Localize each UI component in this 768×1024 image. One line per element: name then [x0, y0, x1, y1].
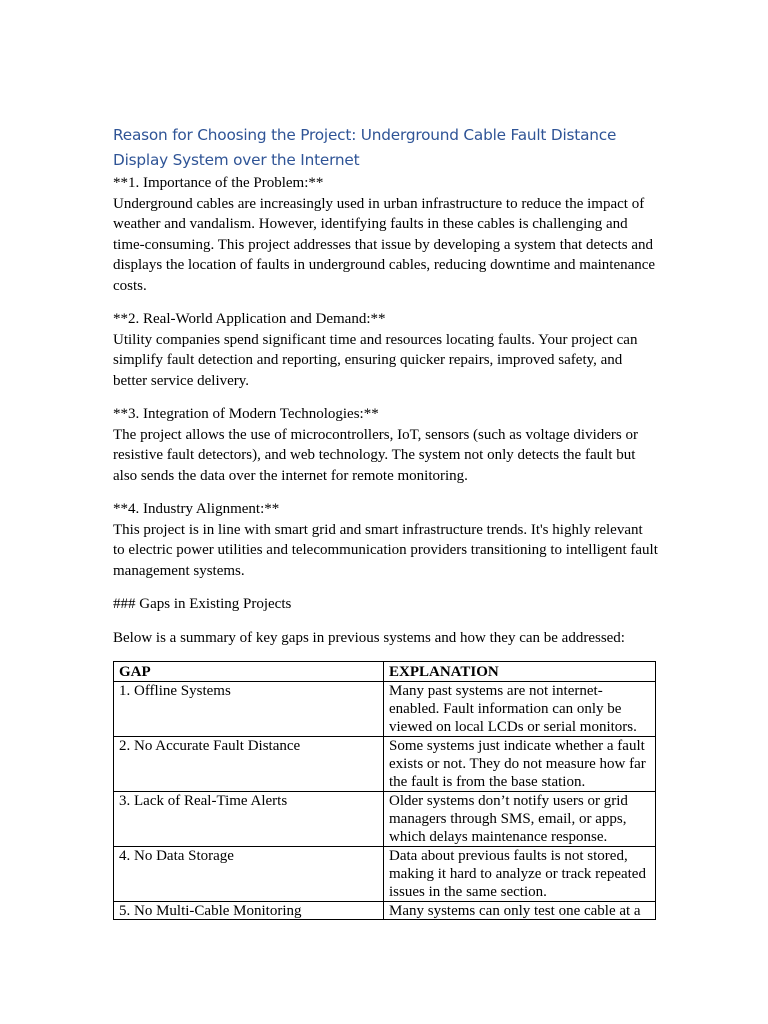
gap-cell-text: 5. No Multi-Cable Monitoring	[119, 903, 302, 919]
explanation-cell	[384, 902, 656, 920]
section-heading: **2. Real-World Application and Demand:**	[113, 311, 386, 327]
section-industry	[113, 499, 658, 581]
gaps-table	[113, 661, 656, 920]
explanation-cell: Some systems just indicate whether a fault exists or not. They do not measure how far the fault is from the base station.	[384, 737, 656, 792]
section-integration	[113, 404, 658, 486]
gap-cell: 4. No Data Storage	[114, 847, 384, 902]
table-row	[114, 737, 656, 792]
explanation-cell-text: Many systems can only test one cable at a	[389, 903, 641, 919]
section-heading: **1. Importance of the Problem:**	[113, 175, 324, 191]
section-importance	[113, 173, 658, 296]
gap-cell	[114, 902, 384, 920]
table-header-row	[114, 662, 656, 682]
section-heading: **4. Industry Alignment:**	[113, 501, 280, 517]
section-application	[113, 309, 658, 391]
explanation-cell: Data about previous faults is not stored, making it hard to analyze or track repeated issues in the same section.	[384, 847, 656, 902]
column-header-explanation: EXPLANATION	[384, 662, 656, 682]
section-body: The project allows the use of microcontrollers, IoT, sensors (such as voltage dividers or resistive fault detectors), and web technology. The system not only detects the fault but also sends the data over the internet for remote monitoring.	[113, 426, 638, 484]
document-title: Reason for Choosing the Project: Underground Cable Fault Distance Display System over the Internet	[113, 126, 617, 169]
table-row	[114, 847, 656, 902]
gap-cell: 3. Lack of Real-Time Alerts	[114, 792, 384, 847]
table-row	[114, 902, 656, 920]
section-body: Utility companies spend significant time and resources locating faults. Your project can simplify fault detection and reporting, ensuring quicker repairs, improved safety, and better service delivery.	[113, 331, 638, 389]
gap-cell: 2. No Accurate Fault Distance	[114, 737, 384, 792]
document-page	[113, 123, 658, 920]
gap-cell: 1. Offline Systems	[114, 682, 384, 737]
gaps-intro: Below is a summary of key gaps in previous systems and how they can be addressed:	[113, 629, 625, 646]
explanation-cell: Older systems don’t notify users or grid managers through SMS, email, or apps, which delays maintenance response.	[384, 792, 656, 847]
explanation-cell: Many past systems are not internet-enabled. Fault information can only be viewed on local LCDs or serial monitors.	[384, 682, 656, 737]
table-row	[114, 792, 656, 847]
section-body: This project is in line with smart grid and smart infrastructure trends. It's highly relevant to electric power utilities and telecommunication providers transitioning to intelligent fault management systems.	[113, 521, 658, 579]
gaps-heading: ### Gaps in Existing Projects	[113, 596, 292, 612]
section-body: Underground cables are increasingly used in urban infrastructure to reduce the impact of weather and vandalism. However, identifying faults in these cables is challenging and time-consuming. This project addresses that issue by developing a system that detects and displays the location of faults in underground cables, reducing downtime and maintenance costs.	[113, 195, 656, 294]
column-header-gap: GAP	[114, 662, 384, 682]
table-row	[114, 682, 656, 737]
section-heading: **3. Integration of Modern Technologies:**	[113, 406, 379, 422]
